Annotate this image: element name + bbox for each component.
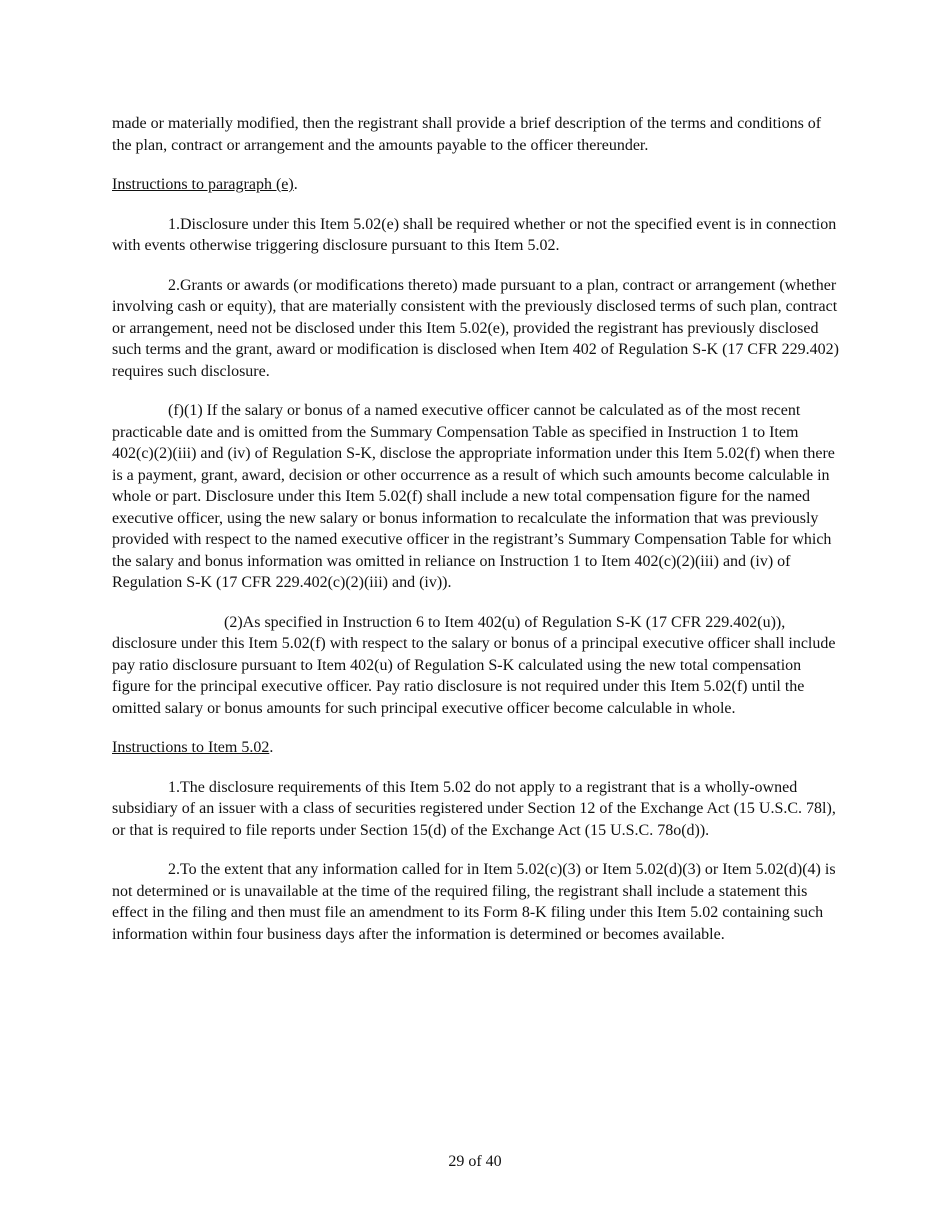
- paragraph-f-label: (f): [168, 402, 184, 419]
- continuation-paragraph: made or materially modified, then the registrant shall provide a brief description of the terms and conditions of the plan, contract or arrangement and the amounts payable to the officer thereunder.: [112, 115, 822, 154]
- instruction-502-item-1: [112, 777, 840, 842]
- instruction-e-item-1-number: 1.: [168, 215, 180, 233]
- instructions-502-heading-suffix: .: [269, 739, 274, 756]
- instruction-502-item-1-text: The disclosure requirements of this Item 5.02 do not apply to a registrant that is a wholly-owned subsidiary of an issuer with a class of securities registered under Section 12 of the Exchange Act (15 U.S.C. 78l), or that is required to file reports under Section 15(d) of the Exchange Act (15 U.S.C. 78o(d)).: [112, 778, 836, 839]
- instruction-e-item-2: [112, 275, 840, 383]
- paragraph-f-2-label: (2): [224, 613, 243, 631]
- instructions-e-heading: Instructions to paragraph (e): [112, 176, 294, 193]
- instructions-e-heading-suffix: .: [293, 176, 298, 193]
- paragraph-f-1: [112, 400, 840, 594]
- instruction-502-item-1-number: 1.: [168, 778, 180, 796]
- instruction-e-item-1: [112, 214, 840, 257]
- page-number-footer: 29 of 40: [448, 1153, 502, 1170]
- instruction-502-item-2: [112, 859, 840, 945]
- paragraph-f-2: [112, 612, 840, 720]
- instructions-502-heading: Instructions to Item 5.02: [112, 739, 270, 756]
- paragraph-f-1-text: (1) If the salary or bonus of a named executive officer cannot be calculated as of the most recent practicable date and is omitted from the Summary Compensation Table as specified in Instruction 1 to Item 402(c)(2)(iii) and (iv) of Regulation S-K, disclose the appropriate information under this Item 5.02(f) when there is a payment, grant, award, decision or other occurrence as a result of which such amounts become calculable in whole or part. Disclosure under this Item 5.02(f) shall include a new total compensation figure for the named executive officer, using the new salary or bonus information to recalculate the information that was previously provided with respect to the named executive officer in the registrant’s Summary Compensation Table for which the salary and bonus information was omitted in reliance on Instruction 1 to Item 402(c)(2)(iii) and (iv) of Regulation S-K (17 CFR 229.402(c)(2)(iii) and (iv)).: [112, 402, 835, 591]
- instruction-e-item-2-text: Grants or awards (or modifications thereto) made pursuant to a plan, contract or arrangement (whether involving cash or equity), that are materially consistent with the previously disclosed terms of such plan, contract or arrangement, need not be disclosed under this Item 5.02(e), provided the registrant has previously disclosed such terms and the grant, award or modification is disclosed when Item 402 of Regulation S-K (17 CFR 229.402) requires such disclosure.: [112, 276, 839, 380]
- paragraph-f-2-text: As specified in Instruction 6 to Item 402(u) of Regulation S-K (17 CFR 229.402(u)), disclosure under this Item 5.02(f) with respect to the salary or bonus of a principal executive officer shall include pay ratio disclosure pursuant to Item 402(u) of Regulation S-K calculated using the new total compensation figure for the principal executive officer. Pay ratio disclosure is not required under this Item 5.02(f) until the omitted salary or bonus amounts for such principal executive officer become calculable in whole.: [112, 613, 836, 717]
- instructions-e-heading-line: [112, 174, 840, 196]
- document-page: [112, 113, 840, 963]
- instruction-502-item-2-text: To the extent that any information called for in Item 5.02(c)(3) or Item 5.02(d)(3) or Item 5.02(d)(4) is not determined or is unavailable at the time of the required filing, the registrant shall include a statement this effect in the filing and then must file an amendment to its Form 8-K filing under this Item 5.02 containing such information within four business days after the information is determined or becomes available.: [112, 861, 836, 943]
- instruction-e-item-2-number: 2.: [168, 276, 180, 294]
- instruction-e-item-1-text: Disclosure under this Item 5.02(e) shall be required whether or not the specified event is in connection with events otherwise triggering disclosure pursuant to this Item 5.02.: [112, 215, 837, 254]
- instructions-502-heading-line: [112, 737, 840, 759]
- instruction-502-item-2-number: 2.: [168, 861, 180, 878]
